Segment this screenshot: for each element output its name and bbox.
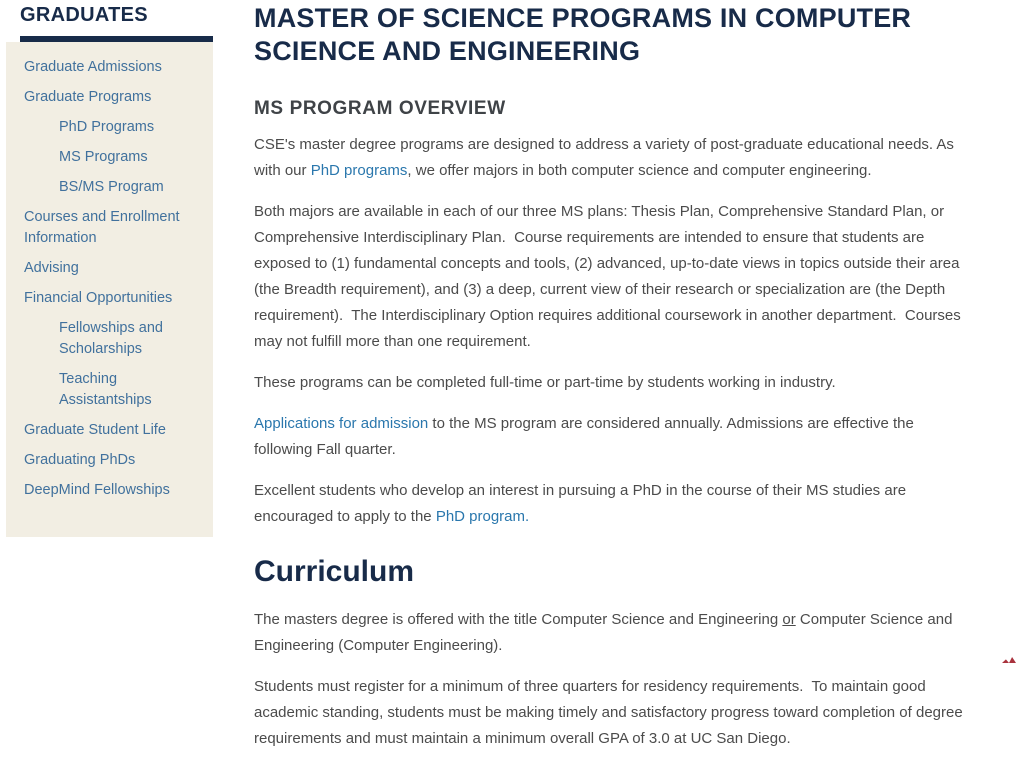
text-segment: Students must register for a minimum of three quarters for residency requirements. To maintain good academic standing, students must be making timely and satisfactory progress toward completion of degree requirements and must maintain a minimum overall GPA of 3.0 at UC San Diego. <box>254 678 967 747</box>
sidebar-item-phd-programs[interactable]: PhD Programs <box>59 119 155 135</box>
sidebar-item-bs-ms-program[interactable]: BS/MS Program <box>59 179 164 195</box>
sidebar-item-ms-programs[interactable]: MS Programs <box>59 149 148 165</box>
sidebar-nav <box>6 42 213 537</box>
sidebar-item-advising[interactable]: Advising <box>24 260 79 276</box>
paragraph-curriculum-2 <box>254 674 969 752</box>
text-segment: Excellent students who develop an interest in pursuing a PhD in the course of their MS studies are encouraged to apply to the <box>254 482 911 525</box>
paragraph-curriculum-1 <box>254 607 969 659</box>
link-applications-for-admission[interactable]: Applications for admission <box>254 415 429 432</box>
sidebar-item-financial-opportunities[interactable]: Financial Opportunities <box>24 290 173 306</box>
paragraph-overview-2 <box>254 199 969 355</box>
page-title: MASTER OF SCIENCE PROGRAMS IN COMPUTER SCIENCE AND ENGINEERING <box>254 3 912 66</box>
sidebar-item-fellowships-and-scholarships[interactable]: Fellowships and Scholarships <box>59 320 163 357</box>
paragraph-admissions <box>254 411 969 463</box>
section-heading-curriculum: Curriculum <box>254 555 415 588</box>
sidebar-item-courses-and-enrollment-information[interactable]: Courses and Enrollment Information <box>24 209 180 246</box>
text-segment: CSE's master degree programs are designed to address a variety of post-graduate educational needs. As with our <box>254 136 959 179</box>
text-segment: Both majors are available in each of our three MS plans: Thesis Plan, Comprehensive Standard Plan, or Comprehensive Interdisciplinary Plan. Course requirements are intended to ensure that students are exposed to (1) fundamental concepts and tools, (2) advanced, up-to-date views in topics outside their area (the Breadth requirement), and (3) a deep, current view of their research or specialization are (the Depth requirement). The Interdisciplinary Option requires additional coursework in another department. Courses may not fulfill more than one requirement. <box>254 203 965 350</box>
paragraph-overview-1 <box>254 132 969 184</box>
underlined-text: or <box>782 611 796 628</box>
sidebar-item-deepmind-fellowships[interactable]: DeepMind Fellowships <box>24 482 170 498</box>
text-segment: , we offer majors in both computer science and computer engineering. <box>407 162 872 179</box>
sidebar-item-teaching-assistantships[interactable]: Teaching Assistantships <box>59 371 152 408</box>
text-segment: Computer Science and Engineering (Computer Engineering). <box>254 611 957 654</box>
main-content <box>254 0 969 767</box>
sidebar-item-graduating-phds[interactable]: Graduating PhDs <box>24 452 136 468</box>
sidebar <box>0 0 213 767</box>
sidebar-item-graduate-admissions[interactable]: Graduate Admissions <box>24 59 162 75</box>
link-phd-program[interactable]: PhD program. <box>435 508 530 525</box>
sidebar-title: GRADUATES <box>20 4 148 26</box>
text-segment: to the MS program are considered annually. Admissions are effective the following Fall quarter. <box>254 415 918 458</box>
sidebar-item-graduate-student-life[interactable]: Graduate Student Life <box>24 422 166 438</box>
text-segment: These programs can be completed full-time or part-time by students working in industry. <box>254 374 836 391</box>
section-heading-ms-program-overview: MS PROGRAM OVERVIEW <box>254 98 506 119</box>
paragraph-overview-3 <box>254 370 969 396</box>
text-segment: The masters degree is offered with the title Computer Science and Engineering <box>254 611 783 628</box>
link-phd-programs[interactable]: PhD programs <box>310 162 408 179</box>
paragraph-phd-encouragement <box>254 478 969 530</box>
sidebar-item-graduate-programs[interactable]: Graduate Programs <box>24 89 152 105</box>
